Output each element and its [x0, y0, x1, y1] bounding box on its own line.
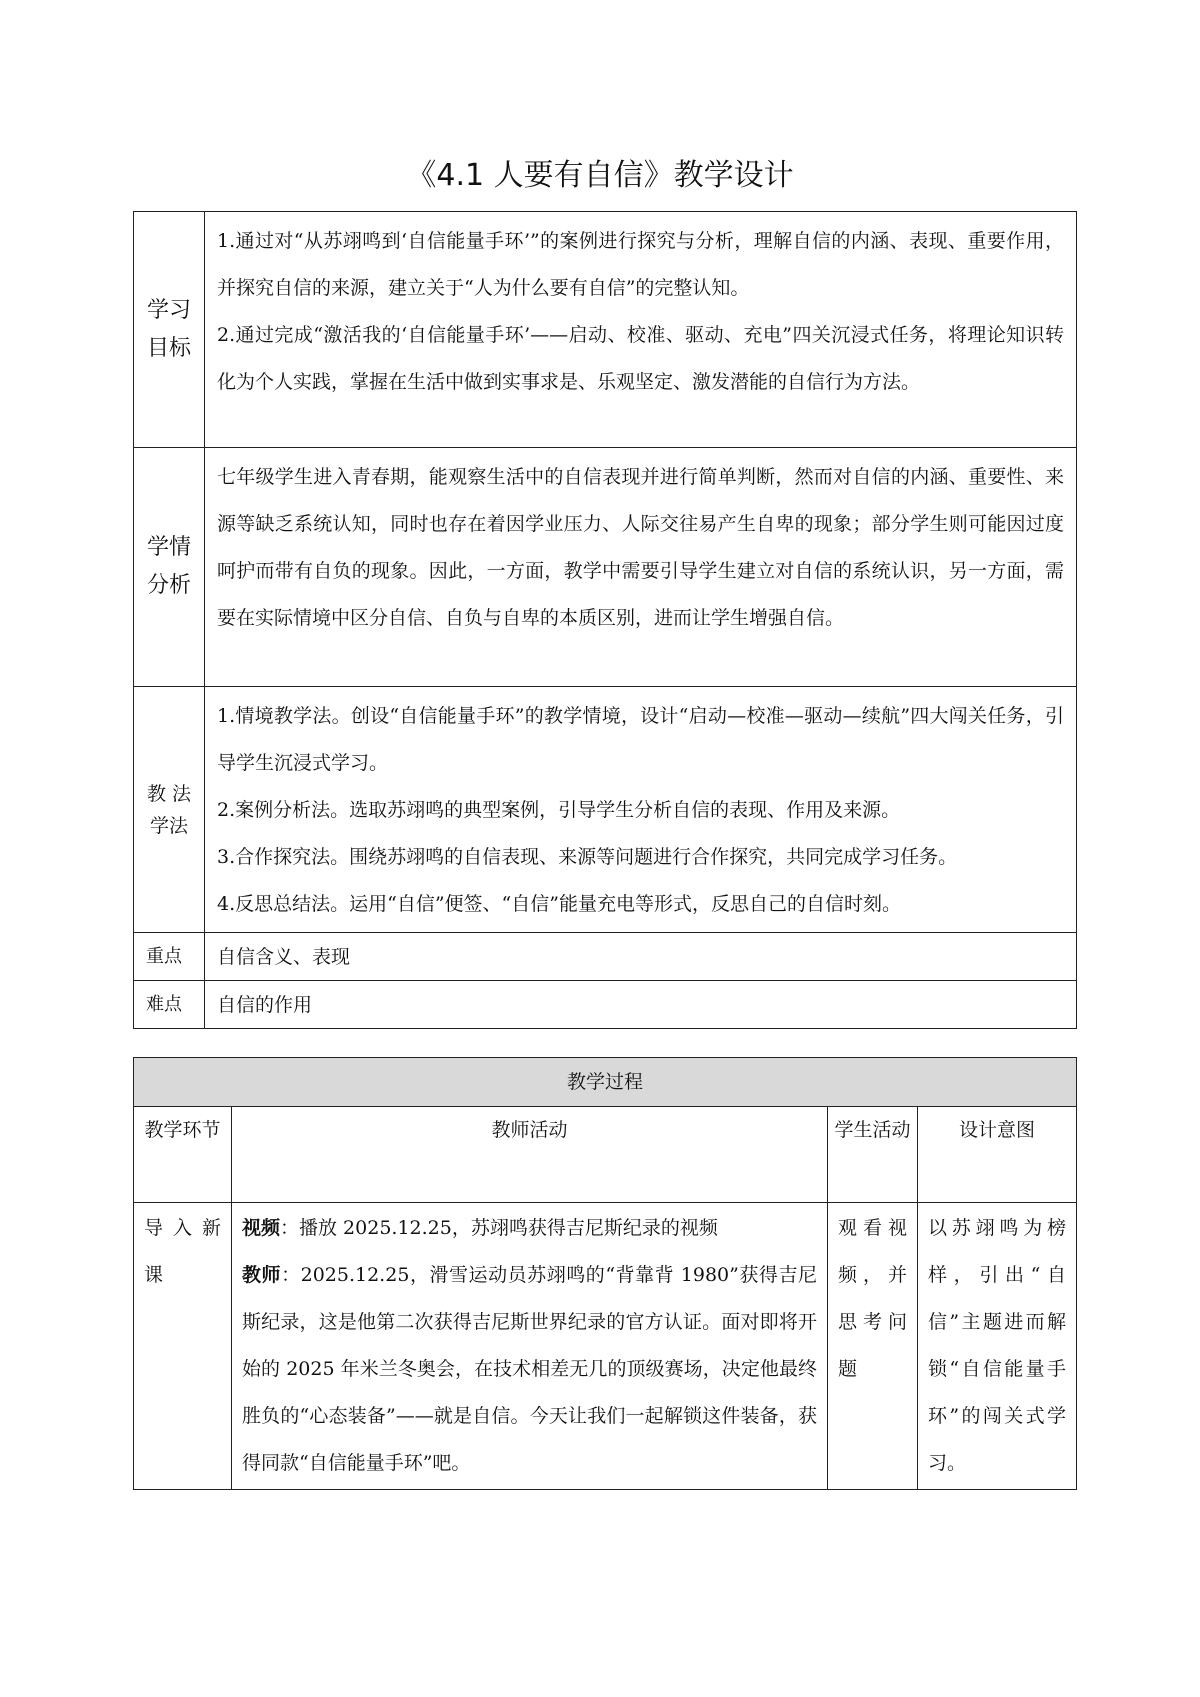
objectives-label: [134, 212, 205, 448]
page-title: 《4.1 人要有自信》教学设计: [406, 158, 794, 193]
methods-content: [205, 687, 1077, 933]
method-item: 4.反思总结法。运用“自信”便签、“自信”能量充电等形式，反思自己的自信时刻。: [217, 893, 901, 915]
difficulty-label: 难点: [134, 981, 205, 1029]
analysis-label: [134, 448, 205, 687]
process-row: [134, 1203, 1077, 1490]
methods-label-line2: 学法: [149, 814, 188, 837]
column-student: 学生活动: [828, 1107, 918, 1203]
lesson-info-table: [133, 211, 1077, 1029]
difficulty-content: 自信的作用: [205, 981, 1077, 1029]
objectives-label-line2: 目标: [146, 335, 191, 361]
objectives-row: [134, 212, 1077, 448]
column-stage: 教学环节: [134, 1107, 232, 1203]
teacher-text: ：2025.12.25，滑雪运动员苏翊鸣的“背靠背 1980”获得吉尼斯纪录，这是他第二次获得吉尼斯世界纪录的官方认证。面对即将开始的 2025 年米兰冬奥会，在技术相差无几的顶级赛场，决定他最终胜负的“心态装备”——就是自信。今天让我们一起解锁这件装备，获得同款“自信能量手环”吧。: [242, 1264, 817, 1474]
difficulty-row: [134, 981, 1077, 1029]
design-intent-cell: 以苏翊鸣为榜样，引出“自信”主题进而解锁“自信能量手环”的闯关式学习。: [918, 1203, 1077, 1490]
methods-row: [134, 687, 1077, 933]
analysis-text: 七年级学生进入青春期，能观察生活中的自信表现并进行简单判断，然而对自信的内涵、重要性、来源等缺乏系统认知，同时也存在着因学业压力、人际交往易产生自卑的现象；部分学生则可能因过度呵护而带有自负的现象。因此，一方面，教学中需要引导学生建立对自信的系统认识，另一方面，需要在实际情境中区分自信、自负与自卑的本质区别，进而让学生增强自信。: [217, 466, 1064, 629]
teacher-talk-line: [242, 1252, 817, 1487]
key-point-content: 自信含义、表现: [205, 933, 1077, 981]
video-label: 视频: [242, 1217, 281, 1239]
analysis-content: [205, 448, 1077, 687]
analysis-row: [134, 448, 1077, 687]
key-point-label: 重点: [134, 933, 205, 981]
teacher-video-line: [242, 1205, 817, 1252]
method-item: 3.合作探究法。围绕苏翊鸣的自信表现、来源等问题进行合作探究，共同完成学习任务。: [217, 846, 958, 868]
video-text: ：播放 2025.12.25，苏翊鸣获得吉尼斯纪录的视频: [280, 1217, 718, 1239]
objective-item: 2.通过完成“激活我的‘自信能量手环’——启动、校准、驱动、充电”四关沉浸式任务，将理论知识转化为个人实践，掌握在生活中做到实事求是、乐观坚定、激发潜能的自信行为方法。: [217, 324, 1064, 393]
analysis-label-line2: 分析: [146, 573, 191, 598]
objectives-content: [205, 212, 1077, 448]
teaching-process-table: [133, 1057, 1077, 1490]
stage-cell: 导 入 新课: [134, 1203, 232, 1490]
teacher-activity-cell: [232, 1203, 828, 1490]
key-point-row: [134, 933, 1077, 981]
objectives-label-line1: 学习: [146, 297, 191, 323]
teacher-label: 教师: [242, 1264, 282, 1286]
objective-item: 1.通过对“从苏翊鸣到‘自信能量手环’”的案例进行探究与分析，理解自信的内涵、表现、重要作用，并探究自信的来源，建立关于“人为什么要有自信”的完整认知。: [217, 230, 1064, 299]
process-columns-row: [134, 1107, 1077, 1203]
analysis-label-line1: 学情: [146, 535, 191, 560]
process-header-row: [134, 1058, 1077, 1107]
methods-label-line1: 教 法: [146, 782, 192, 805]
methods-label: [134, 687, 205, 933]
method-item: 2.案例分析法。选取苏翊鸣的典型案例，引导学生分析自信的表现、作用及来源。: [217, 799, 901, 821]
column-intent: 设计意图: [918, 1107, 1077, 1203]
student-activity-cell: 观看视频，并思考问题: [828, 1203, 918, 1490]
method-item: 1.情境教学法。创设“自信能量手环”的教学情境，设计“启动—校准—驱动—续航”四大闯关任务，引导学生沉浸式学习。: [217, 705, 1064, 774]
process-header: 教学过程: [134, 1058, 1077, 1107]
column-teacher: 教师活动: [232, 1107, 828, 1203]
